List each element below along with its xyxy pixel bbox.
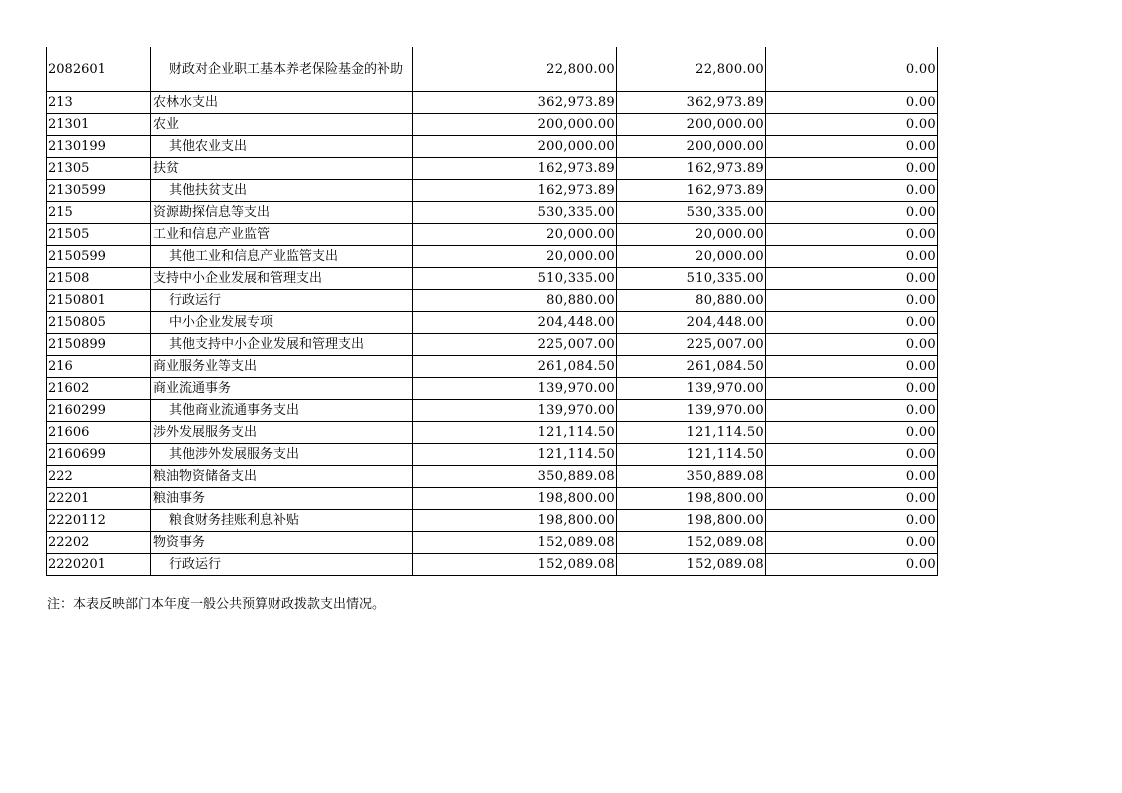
- basic-expenditure-cell: 350,889.08: [617, 466, 766, 488]
- table-row: [47, 510, 938, 532]
- basic-expenditure-cell: 80,880.00: [617, 290, 766, 312]
- subject-code-cell: 22202: [47, 532, 151, 554]
- subject-name-cell: 物资事务: [151, 532, 413, 554]
- total-amount-cell: 121,114.50: [413, 444, 617, 466]
- total-amount-cell: 121,114.50: [413, 422, 617, 444]
- subject-name-cell: 扶贫: [151, 158, 413, 180]
- project-expenditure-cell: 0.00: [766, 466, 938, 488]
- subject-code-cell: 21505: [47, 224, 151, 246]
- subject-code-cell: 2082601: [47, 47, 151, 92]
- basic-expenditure-cell: 22,800.00: [617, 47, 766, 92]
- total-amount-cell: 139,970.00: [413, 400, 617, 422]
- total-amount-cell: 261,084.50: [413, 356, 617, 378]
- table-row: [47, 466, 938, 488]
- subject-code-cell: 21301: [47, 114, 151, 136]
- table-row: [47, 400, 938, 422]
- total-amount-cell: 530,335.00: [413, 202, 617, 224]
- basic-expenditure-cell: 162,973.89: [617, 158, 766, 180]
- subject-code-cell: 2160299: [47, 400, 151, 422]
- basic-expenditure-cell: 20,000.00: [617, 246, 766, 268]
- total-amount-cell: 152,089.08: [413, 554, 617, 576]
- subject-name-cell: 财政对企业职工基本养老保险基金的补助: [151, 47, 413, 92]
- project-expenditure-cell: 0.00: [766, 422, 938, 444]
- subject-name-cell: 粮油事务: [151, 488, 413, 510]
- project-expenditure-cell: 0.00: [766, 312, 938, 334]
- subject-code-cell: 2130199: [47, 136, 151, 158]
- basic-expenditure-cell: 261,084.50: [617, 356, 766, 378]
- table-row: [47, 312, 938, 334]
- project-expenditure-cell: 0.00: [766, 444, 938, 466]
- subject-name-cell: 行政运行: [151, 554, 413, 576]
- total-amount-cell: 350,889.08: [413, 466, 617, 488]
- subject-name-cell: 商业流通事务: [151, 378, 413, 400]
- basic-expenditure-cell: 198,800.00: [617, 510, 766, 532]
- subject-code-cell: 2220201: [47, 554, 151, 576]
- table-row: [47, 114, 938, 136]
- total-amount-cell: 204,448.00: [413, 312, 617, 334]
- project-expenditure-cell: 0.00: [766, 400, 938, 422]
- total-amount-cell: 152,089.08: [413, 532, 617, 554]
- subject-code-cell: 2150899: [47, 334, 151, 356]
- project-expenditure-cell: 0.00: [766, 268, 938, 290]
- basic-expenditure-cell: 530,335.00: [617, 202, 766, 224]
- basic-expenditure-cell: 121,114.50: [617, 444, 766, 466]
- total-amount-cell: 22,800.00: [413, 47, 617, 92]
- project-expenditure-cell: 0.00: [766, 290, 938, 312]
- subject-name-cell: 粮食财务挂账利息补贴: [151, 510, 413, 532]
- subject-code-cell: 2150801: [47, 290, 151, 312]
- total-amount-cell: 20,000.00: [413, 246, 617, 268]
- project-expenditure-cell: 0.00: [766, 114, 938, 136]
- basic-expenditure-cell: 121,114.50: [617, 422, 766, 444]
- basic-expenditure-cell: 152,089.08: [617, 554, 766, 576]
- basic-expenditure-cell: 510,335.00: [617, 268, 766, 290]
- subject-code-cell: 222: [47, 466, 151, 488]
- table-row: [47, 488, 938, 510]
- subject-name-cell: 支持中小企业发展和管理支出: [151, 268, 413, 290]
- table-row: [47, 180, 938, 202]
- subject-code-cell: 213: [47, 92, 151, 114]
- project-expenditure-cell: 0.00: [766, 158, 938, 180]
- basic-expenditure-cell: 20,000.00: [617, 224, 766, 246]
- total-amount-cell: 162,973.89: [413, 180, 617, 202]
- table-row: [47, 246, 938, 268]
- subject-code-cell: 216: [47, 356, 151, 378]
- basic-expenditure-cell: 162,973.89: [617, 180, 766, 202]
- project-expenditure-cell: 0.00: [766, 378, 938, 400]
- table-row: [47, 444, 938, 466]
- basic-expenditure-cell: 139,970.00: [617, 378, 766, 400]
- subject-name-cell: 商业服务业等支出: [151, 356, 413, 378]
- basic-expenditure-cell: 200,000.00: [617, 136, 766, 158]
- table-row: [47, 158, 938, 180]
- basic-expenditure-cell: 204,448.00: [617, 312, 766, 334]
- subject-name-cell: 工业和信息产业监管: [151, 224, 413, 246]
- table-row: [47, 334, 938, 356]
- expenditure-table: [46, 47, 938, 576]
- project-expenditure-cell: 0.00: [766, 224, 938, 246]
- table-body: [47, 47, 938, 576]
- subject-code-cell: 21305: [47, 158, 151, 180]
- total-amount-cell: 200,000.00: [413, 136, 617, 158]
- total-amount-cell: 20,000.00: [413, 224, 617, 246]
- project-expenditure-cell: 0.00: [766, 510, 938, 532]
- basic-expenditure-cell: 152,089.08: [617, 532, 766, 554]
- basic-expenditure-cell: 139,970.00: [617, 400, 766, 422]
- subject-name-cell: 其他工业和信息产业监管支出: [151, 246, 413, 268]
- subject-code-cell: 2220112: [47, 510, 151, 532]
- basic-expenditure-cell: 225,007.00: [617, 334, 766, 356]
- project-expenditure-cell: 0.00: [766, 334, 938, 356]
- project-expenditure-cell: 0.00: [766, 47, 938, 92]
- total-amount-cell: 162,973.89: [413, 158, 617, 180]
- total-amount-cell: 510,335.00: [413, 268, 617, 290]
- subject-code-cell: 2150805: [47, 312, 151, 334]
- subject-name-cell: 行政运行: [151, 290, 413, 312]
- subject-name-cell: 其他扶贫支出: [151, 180, 413, 202]
- subject-name-cell: 粮油物资储备支出: [151, 466, 413, 488]
- table-row: [47, 378, 938, 400]
- project-expenditure-cell: 0.00: [766, 202, 938, 224]
- total-amount-cell: 362,973.89: [413, 92, 617, 114]
- subject-code-cell: 2130599: [47, 180, 151, 202]
- subject-code-cell: 21606: [47, 422, 151, 444]
- project-expenditure-cell: 0.00: [766, 180, 938, 202]
- table-footnote: 注：本表反映部门本年度一般公共预算财政拨款支出情况。: [47, 597, 386, 612]
- table-row: [47, 136, 938, 158]
- subject-name-cell: 中小企业发展专项: [151, 312, 413, 334]
- subject-name-cell: 农业: [151, 114, 413, 136]
- table-row: [47, 532, 938, 554]
- project-expenditure-cell: 0.00: [766, 136, 938, 158]
- subject-name-cell: 农林水支出: [151, 92, 413, 114]
- table-row: [47, 356, 938, 378]
- total-amount-cell: 200,000.00: [413, 114, 617, 136]
- table-row: [47, 47, 938, 92]
- table-row: [47, 554, 938, 576]
- subject-name-cell: 其他支持中小企业发展和管理支出: [151, 334, 413, 356]
- project-expenditure-cell: 0.00: [766, 356, 938, 378]
- subject-code-cell: 22201: [47, 488, 151, 510]
- project-expenditure-cell: 0.00: [766, 488, 938, 510]
- basic-expenditure-cell: 362,973.89: [617, 92, 766, 114]
- table-row: [47, 268, 938, 290]
- total-amount-cell: 198,800.00: [413, 488, 617, 510]
- subject-code-cell: 215: [47, 202, 151, 224]
- basic-expenditure-cell: 200,000.00: [617, 114, 766, 136]
- budget-table-sheet: [46, 47, 937, 576]
- subject-code-cell: 2160699: [47, 444, 151, 466]
- subject-name-cell: 其他商业流通事务支出: [151, 400, 413, 422]
- subject-name-cell: 其他农业支出: [151, 136, 413, 158]
- table-row: [47, 290, 938, 312]
- total-amount-cell: 198,800.00: [413, 510, 617, 532]
- table-row: [47, 224, 938, 246]
- basic-expenditure-cell: 198,800.00: [617, 488, 766, 510]
- subject-name-cell: 涉外发展服务支出: [151, 422, 413, 444]
- subject-name-cell: 其他涉外发展服务支出: [151, 444, 413, 466]
- project-expenditure-cell: 0.00: [766, 92, 938, 114]
- project-expenditure-cell: 0.00: [766, 246, 938, 268]
- subject-name-cell: 资源勘探信息等支出: [151, 202, 413, 224]
- subject-code-cell: 21602: [47, 378, 151, 400]
- table-row: [47, 92, 938, 114]
- project-expenditure-cell: 0.00: [766, 554, 938, 576]
- subject-code-cell: 2150599: [47, 246, 151, 268]
- table-row: [47, 202, 938, 224]
- total-amount-cell: 80,880.00: [413, 290, 617, 312]
- total-amount-cell: 225,007.00: [413, 334, 617, 356]
- project-expenditure-cell: 0.00: [766, 532, 938, 554]
- table-row: [47, 422, 938, 444]
- total-amount-cell: 139,970.00: [413, 378, 617, 400]
- subject-code-cell: 21508: [47, 268, 151, 290]
